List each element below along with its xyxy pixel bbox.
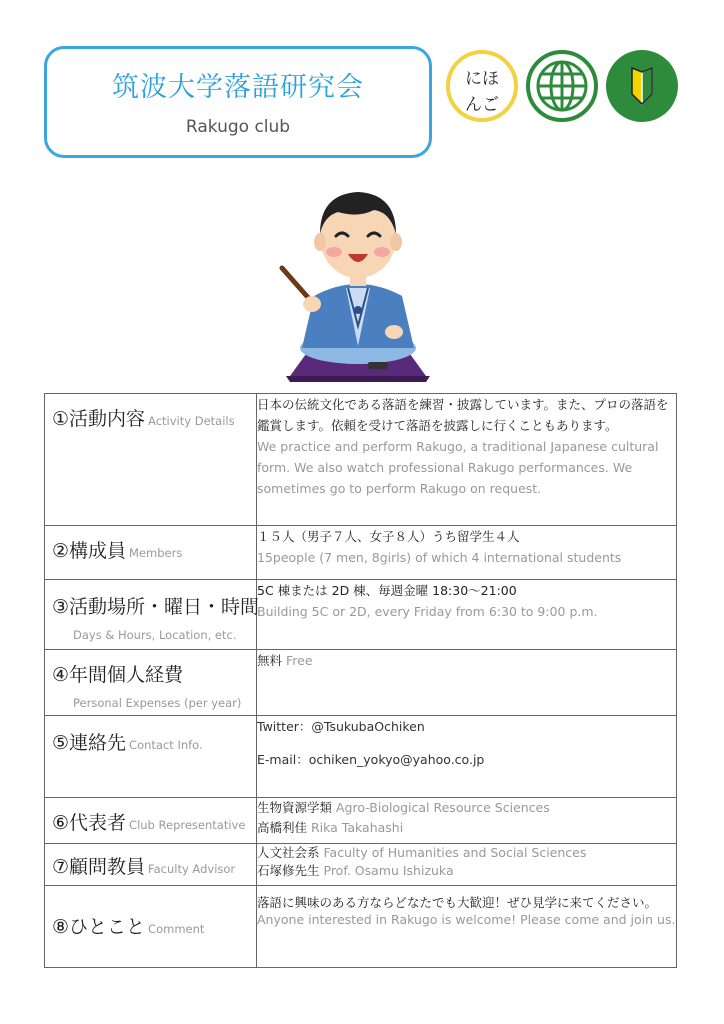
table-row	[45, 798, 677, 844]
nihongo-badge-line1: にほ	[465, 69, 499, 89]
comment-jp: 落語に興味のある方ならどなたでも大歓迎！ぜひ見学に来てください。	[257, 895, 658, 910]
location-value	[257, 580, 677, 650]
members-value	[257, 526, 677, 580]
comment-label-en: Comment	[148, 922, 205, 936]
table-row	[45, 716, 677, 798]
email-label: E-mail：	[257, 752, 309, 767]
representative-dept-en: Agro-Biological Resource Sciences	[336, 800, 550, 815]
table-row	[45, 580, 677, 650]
advisor-label-en: Faculty Advisor	[148, 862, 236, 876]
advisor-label: ⑦顧問教員	[52, 856, 146, 878]
table-row	[45, 394, 677, 526]
nihongo-badge	[446, 50, 518, 122]
representative-label-en: Club Representative	[129, 818, 246, 832]
members-label-en: Members	[129, 546, 183, 560]
advisor-dept-en: Faculty of Humanities and Social Sciences	[323, 845, 587, 860]
table-row	[45, 650, 677, 716]
activity-details-en: We practice and perform Rakugo, a traditional Japanese cultural form. We also watch professional Rakugo performances. We sometimes go to perform Rakugo on request.	[257, 439, 659, 496]
members-jp: １５人（男子７人、女子８人）うち留学生４人	[257, 529, 520, 544]
table-row	[45, 844, 677, 886]
activity-details-label: ①活動内容	[52, 408, 146, 430]
club-info-table	[44, 393, 677, 968]
activity-details-label-en: Activity Details	[148, 414, 235, 428]
advisor-value	[257, 844, 677, 886]
members-en: 15people (7 men, 8girls) of which 4 international students	[257, 550, 622, 565]
row-label-cell	[45, 394, 257, 526]
club-title-box	[44, 46, 432, 158]
contact-label-en: Contact Info.	[129, 738, 203, 752]
expenses-label-en: Personal Expenses (per year)	[73, 696, 242, 710]
comment-en: Anyone interested in Rakugo is welcome! Please come and join us.	[257, 912, 676, 927]
advisor-dept-jp: 人文社会系	[257, 845, 320, 860]
representative-dept-jp: 生物資源学類	[257, 800, 333, 815]
club-title-en: Rakugo club	[185, 117, 291, 137]
location-jp: 5C 棟または 2D 棟、毎週金曜 18:30～21:00	[257, 583, 517, 598]
rakugo-performer-illustration	[276, 176, 440, 386]
expenses-label: ④年間個人経費	[52, 664, 184, 686]
representative-label: ⑥代表者	[52, 812, 127, 834]
representative-name-en: Rika Takahashi	[311, 820, 404, 835]
expenses-jp: 無料	[257, 653, 283, 668]
beginner-mark-icon	[606, 50, 678, 122]
expenses-en: Free	[286, 653, 313, 668]
representative-value	[257, 798, 677, 844]
club-title-jp: 筑波大学落語研究会	[112, 72, 364, 103]
members-label: ②構成員	[52, 540, 127, 562]
contact-label: ⑤連絡先	[52, 732, 127, 754]
globe-icon	[526, 50, 598, 122]
comment-label: ⑧ひとこと	[52, 916, 146, 938]
advisor-name-jp: 石塚修先生	[257, 863, 320, 878]
nihongo-badge-line2: んご	[465, 95, 499, 115]
expenses-value	[257, 650, 677, 716]
location-label: ③活動場所・曜日・時間	[52, 596, 260, 618]
representative-name-jp: 高橋利佳	[257, 820, 308, 835]
twitter-handle[interactable]: Twitter：@TsukubaOchiken	[257, 719, 425, 734]
contact-value	[257, 716, 677, 798]
activity-details-jp: 日本の伝統文化である落語を練習・披露しています。また、プロの落語を鑑賞します。依頼を受けて落語を披露しに行くこともあります。	[257, 397, 669, 433]
email-address[interactable]: ochiken_yokyo@yahoo.co.jp	[308, 752, 485, 767]
table-row	[45, 886, 677, 968]
activity-details-value	[257, 394, 677, 526]
location-label-en: Days & Hours, Location, etc.	[73, 628, 237, 642]
advisor-name-en: Prof. Osamu Ishizuka	[323, 863, 454, 878]
comment-value	[257, 886, 677, 968]
location-en: Building 5C or 2D, every Friday from 6:30 to 9:00 p.m.	[257, 604, 598, 619]
table-row	[45, 526, 677, 580]
